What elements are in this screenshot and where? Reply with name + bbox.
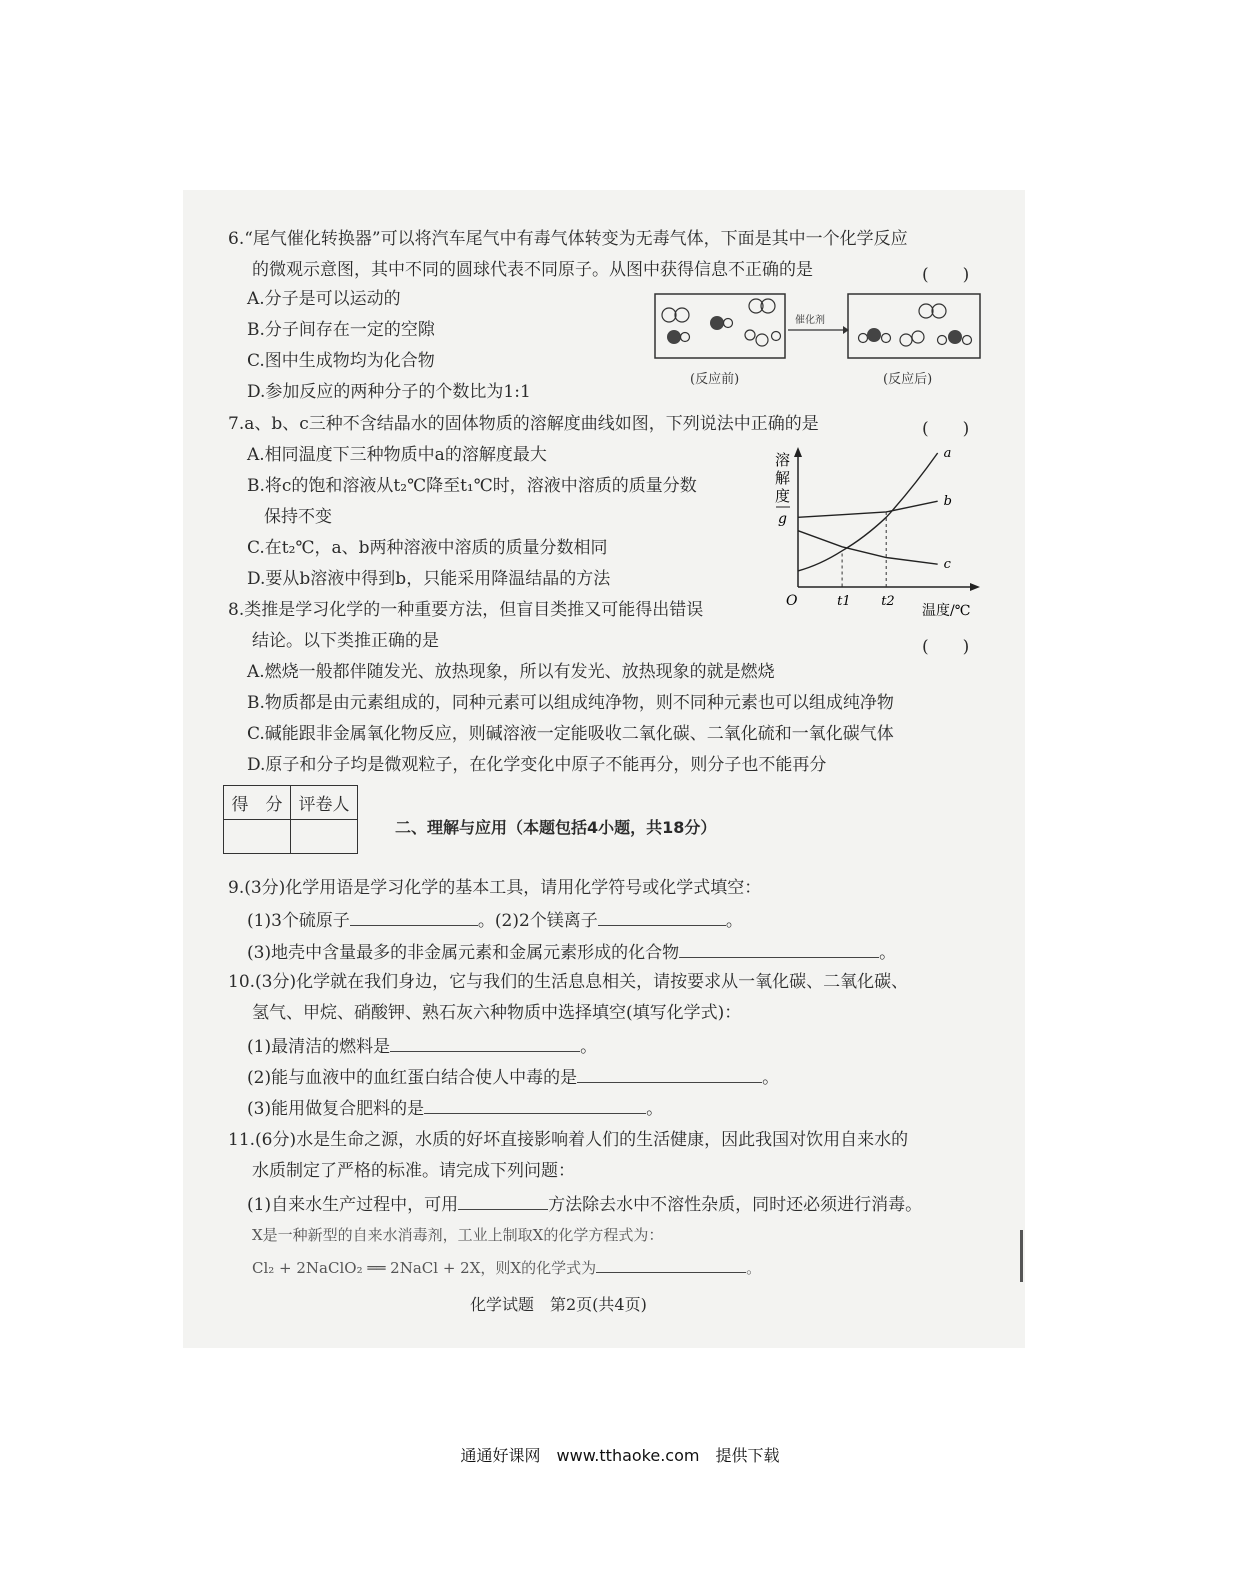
q9-blank-2[interactable]	[598, 909, 726, 926]
q8-option-d: D.原子和分子均是微观粒子，在化学变化中原子不能再分，则分子也不能再分	[247, 755, 827, 775]
catalyst-label: 催化剂	[795, 315, 825, 326]
q11-stem-line1: 11.(6分)水是生命之源，水质的好坏直接影响着人们的生活健康，因此我国对饮用自来水的	[228, 1130, 909, 1150]
q8-answer-paren[interactable]: ( )	[922, 637, 970, 657]
q9-line1: (1)3个硫原子 。(2)2个镁离子 。	[247, 911, 743, 931]
q6-stem-line1: 6.“尾气催化转换器”可以将汽车尾气中有毒气体转变为无毒气体，下面是其中一个化学反应	[228, 229, 908, 249]
q6-stem-line2: 的微观示意图，其中不同的圆球代表不同原子。从图中获得信息不正确的是	[252, 260, 813, 280]
score-header: 得 分	[224, 786, 291, 820]
before-label: (反应前)	[690, 372, 740, 387]
scan-edge-mark	[1020, 1230, 1023, 1282]
page-footer: 化学试题 第2页(共4页)	[470, 1295, 647, 1314]
y-label-3: 度	[775, 487, 791, 505]
q11-blank-1[interactable]	[458, 1193, 548, 1210]
grader-cell[interactable]	[291, 820, 358, 854]
q8-option-c: C.碱能跟非金属氧化物反应，则碱溶液一定能吸收二氧化碳、二氧化硫和一氧化碳气体	[247, 724, 894, 744]
q10-blank-1[interactable]	[390, 1035, 580, 1052]
q11-stem-line2: 水质制定了严格的标准。请完成下列问题：	[252, 1161, 575, 1181]
curve-c	[798, 531, 938, 565]
q7-option-c: C.在t₂℃，a、b两种溶液中溶质的质量分数相同	[247, 538, 608, 558]
q9-blank-1[interactable]	[350, 909, 478, 926]
q10-blank-3[interactable]	[424, 1097, 646, 1114]
series-label-a: a	[943, 446, 952, 461]
q10-item-2: (2)能与血液中的血红蛋白结合使人中毒的是 。	[247, 1068, 780, 1088]
q7-option-b: B.将c的饱和溶液从t₂℃降至t₁℃时，溶液中溶质的质量分数	[247, 476, 697, 496]
q7-answer-paren[interactable]: ( )	[922, 419, 970, 439]
q7-option-b-cont: 保持不变	[247, 507, 332, 527]
origin-label: O	[786, 593, 798, 609]
q8-option-a: A.燃烧一般都伴随发光、放热现象，所以有发光、放热现象的就是燃烧	[247, 662, 775, 682]
emphasis-text: 不正确	[728, 260, 779, 280]
q6-answer-paren[interactable]: ( )	[922, 265, 970, 285]
q11-line2: X是一种新型的自来水消毒剂，工业上制取X的化学方程式为：	[252, 1226, 664, 1244]
q11-blank-2[interactable]	[596, 1256, 746, 1273]
series-label-c: c	[943, 557, 951, 573]
score-table	[223, 785, 358, 854]
x-axis-label: 温度/℃	[922, 603, 971, 619]
curve-b	[798, 501, 938, 517]
x-tick-t2: t2	[881, 594, 895, 609]
q9-blank-3[interactable]	[679, 941, 879, 958]
reaction-diagram	[650, 290, 985, 390]
x-tick-t1: t1	[837, 594, 851, 609]
grader-header: 评卷人	[291, 786, 358, 820]
series-label-b: b	[943, 494, 952, 510]
y-label-2: 解	[775, 469, 791, 487]
q10-item-1: (1)最清洁的燃料是 。	[247, 1037, 598, 1057]
q8-stem-line2: 结论。以下类推正确的是	[252, 631, 439, 651]
q8-stem-line1: 8.类推是学习化学的一种重要方法，但盲目类推又可能得出错误	[228, 600, 704, 620]
site-footer: 通通好课网 www.tthaoke.com 提供下载	[460, 1446, 780, 1465]
q8-option-b: B.物质都是由元素组成的，同种元素可以组成纯净物，则不同种元素也可以组成纯净物	[247, 693, 894, 713]
q10-stem-line2: 氢气、甲烷、硝酸钾、熟石灰六种物质中选择填空(填写化学式)：	[252, 1003, 742, 1023]
q7-stem: 7.a、b、c三种不含结晶水的固体物质的溶解度曲线如图，下列说法中正确的是	[228, 414, 819, 434]
solubility-chart	[770, 445, 985, 625]
q10-blank-2[interactable]	[577, 1066, 762, 1083]
q10-item-3: (3)能用做复合肥料的是 。	[247, 1099, 664, 1119]
q9-line2: (3)地壳中含量最多的非金属元素和金属元素形成的化合物 。	[247, 943, 897, 963]
q11-line3: Cl₂ + 2NaClO₂ ══ 2NaCl + 2X，则X的化学式为 。	[252, 1256, 761, 1278]
q6-option-a: A.分子是可以运动的	[247, 289, 401, 309]
q6-option-b: B.分子间存在一定的空隙	[247, 320, 435, 340]
score-cell[interactable]	[224, 820, 291, 854]
q6-option-c: C.图中生成物均为化合物	[247, 351, 435, 371]
q9-stem: 9.(3分)化学用语是学习化学的基本工具，请用化学符号或化学式填空：	[228, 878, 762, 898]
y-label-unit: g	[778, 511, 787, 527]
q10-stem-line1: 10.(3分)化学就在我们身边，它与我们的生活息息相关，请按要求从一氧化碳、二氧化碳、	[228, 972, 909, 992]
section-2-title: 二、理解与应用（本题包括4小题，共18分）	[395, 818, 717, 837]
q7-option-d: D.要从b溶液中得到b，只能采用降温结晶的方法	[247, 569, 611, 589]
q11-line1: (1)自来水生产过程中，可用 方法除去水中不溶性杂质，同时还必须进行消毒。	[247, 1195, 923, 1215]
y-label-1: 溶	[775, 451, 791, 469]
after-box	[848, 294, 980, 358]
q6-option-d: D.参加反应的两种分子的个数比为1:1	[247, 382, 531, 402]
after-label: (反应后)	[883, 372, 933, 387]
q7-option-a: A.相同温度下三种物质中a的溶解度最大	[247, 445, 547, 465]
